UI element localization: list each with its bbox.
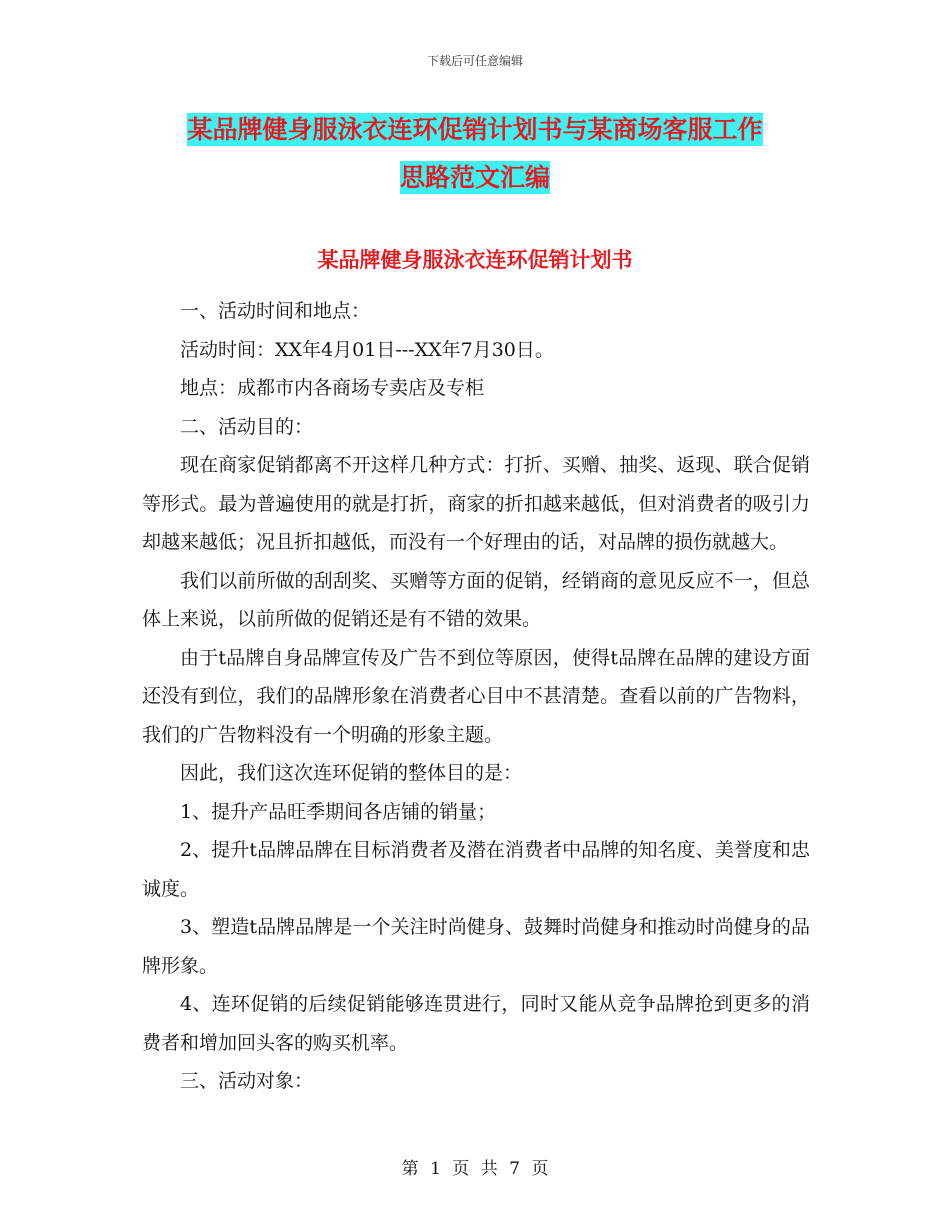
paragraph: 现在商家促销都离不开这样几种方式：打折、买赠、抽奖、返现、联合促销等形式。最为普遍使用的就是打折，商家的折扣越来越低，但对消费者的吸引力却越来越低；况且折扣越低，而没有一个好理由的话，对品牌的损伤就越大。 bbox=[142, 454, 810, 553]
title-line-2: 思路范文汇编 bbox=[399, 163, 550, 192]
paragraph: 活动时间：XX年4月01日---XX年7月30日。 bbox=[180, 338, 554, 361]
page-header-note: 下载后可任意编辑 bbox=[426, 54, 523, 68]
document-title bbox=[140, 106, 810, 202]
paragraph: 4、连环促销的后续促销能够连贯进行，同时又能从竞争品牌抢到更多的消费者和增加回头客的购买机率。 bbox=[142, 993, 810, 1054]
page-number: 第 1 页 共 7 页 bbox=[401, 1159, 549, 1179]
paragraph: 地点：成都市内各商场专卖店及专柜 bbox=[180, 377, 485, 399]
paragraph: 1、提升产品旺季期间各店铺的销量； bbox=[180, 800, 497, 823]
paragraph: 3、塑造t品牌品牌是一个关注时尚健身、鼓舞时尚健身和推动时尚健身的品牌形象。 bbox=[142, 916, 810, 977]
title-line-1: 某品牌健身服泳衣连环促销计划书与某商场客服工作 bbox=[187, 115, 763, 144]
paragraph: 一、活动时间和地点： bbox=[180, 300, 371, 322]
paragraph: 2、提升t品牌品牌在目标消费者及潜在消费者中品牌的知名度、美誉度和忠诚度。 bbox=[142, 839, 810, 900]
paragraph: 由于t品牌自身品牌宣传及广告不到位等原因，使得t品牌在品牌的建设方面还没有到位，我们的品牌形象在消费者心目中不甚清楚。查看以前的广告物料，我们的广告物料没有一个明确的形象主题。 bbox=[142, 646, 810, 746]
paragraph: 二、活动目的： bbox=[180, 415, 314, 438]
paragraph: 三、活动对象： bbox=[180, 1070, 314, 1092]
paragraph: 我们以前所做的刮刮奖、买赠等方面的促销，经销商的意见反应不一，但总体上来说，以前所做的促销还是有不错的效果。 bbox=[142, 569, 810, 630]
section-title: 某品牌健身服泳衣连环促销计划书 bbox=[317, 247, 633, 272]
paragraph: 因此，我们这次连环促销的整体目的是： bbox=[180, 762, 523, 784]
document-body bbox=[142, 292, 810, 1101]
